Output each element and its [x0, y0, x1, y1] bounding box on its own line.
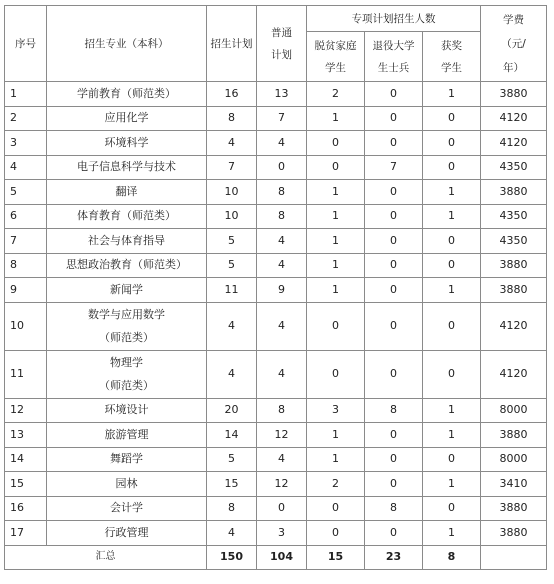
cell-total: 5 — [207, 447, 257, 472]
table-row — [5, 350, 547, 398]
major-name-line: 应用化学 — [104, 111, 149, 125]
cell-major — [47, 229, 207, 254]
major-name-line: 数学与应用数学 — [88, 307, 165, 321]
cell-normal: 12 — [257, 472, 307, 497]
major-name-line: 环境设计 — [104, 403, 149, 417]
cell-normal: 4 — [257, 302, 307, 350]
table-row — [5, 253, 547, 278]
summary-label: 汇总 — [5, 545, 207, 570]
cell-award: 0 — [423, 496, 481, 521]
cell-normal: 8 — [257, 180, 307, 205]
table-row — [5, 302, 547, 350]
table-row — [5, 180, 547, 205]
table-row — [5, 155, 547, 180]
cell-seq: 7 — [5, 229, 47, 254]
cell-major — [47, 398, 207, 423]
header-fee: 学费 （元/ 年） — [481, 6, 547, 82]
cell-veteran: 8 — [365, 398, 423, 423]
cell-major — [47, 447, 207, 472]
major-name-line: 园林 — [115, 476, 138, 490]
cell-seq: 5 — [5, 180, 47, 205]
cell-poverty: 3 — [307, 398, 365, 423]
cell-major — [47, 496, 207, 521]
cell-veteran: 0 — [365, 106, 423, 131]
cell-poverty: 1 — [307, 253, 365, 278]
major-name-line: 旅游管理 — [104, 427, 149, 441]
cell-award: 0 — [423, 229, 481, 254]
cell-seq: 13 — [5, 423, 47, 448]
major-name-line: 新闻学 — [110, 282, 143, 296]
cell-seq: 3 — [5, 131, 47, 156]
cell-normal: 4 — [257, 447, 307, 472]
cell-fee: 4120 — [481, 131, 547, 156]
table-row — [5, 521, 547, 546]
cell-poverty: 1 — [307, 204, 365, 229]
enrollment-plan-table — [4, 5, 547, 570]
cell-normal: 4 — [257, 253, 307, 278]
cell-major — [47, 253, 207, 278]
table-body — [5, 82, 547, 546]
cell-award: 1 — [423, 423, 481, 448]
major-name-line: （师范类） — [99, 378, 154, 392]
cell-total: 8 — [207, 106, 257, 131]
table-row — [5, 131, 547, 156]
cell-award: 0 — [423, 131, 481, 156]
cell-total: 15 — [207, 472, 257, 497]
table-row — [5, 423, 547, 448]
cell-major — [47, 423, 207, 448]
table-row — [5, 204, 547, 229]
cell-normal: 13 — [257, 82, 307, 107]
cell-award: 0 — [423, 106, 481, 131]
cell-total: 4 — [207, 521, 257, 546]
major-name-line: 物理学 — [110, 355, 143, 369]
header-row-top — [5, 6, 547, 32]
cell-major — [47, 106, 207, 131]
cell-veteran: 0 — [365, 204, 423, 229]
cell-normal: 8 — [257, 204, 307, 229]
table-row — [5, 106, 547, 131]
cell-major — [47, 278, 207, 303]
cell-poverty: 0 — [307, 350, 365, 398]
table-row — [5, 496, 547, 521]
major-name-line: 舞蹈学 — [110, 452, 143, 466]
cell-veteran: 0 — [365, 82, 423, 107]
cell-major — [47, 521, 207, 546]
cell-award: 1 — [423, 521, 481, 546]
cell-poverty: 1 — [307, 447, 365, 472]
cell-fee: 8000 — [481, 447, 547, 472]
cell-award: 0 — [423, 447, 481, 472]
cell-veteran: 0 — [365, 302, 423, 350]
cell-major — [47, 180, 207, 205]
cell-veteran: 8 — [365, 496, 423, 521]
header-total: 招生计划 — [207, 6, 257, 82]
cell-fee: 3880 — [481, 278, 547, 303]
cell-seq: 4 — [5, 155, 47, 180]
cell-award: 0 — [423, 253, 481, 278]
cell-poverty: 0 — [307, 131, 365, 156]
major-name-line: 环境科学 — [104, 135, 149, 149]
cell-seq: 12 — [5, 398, 47, 423]
cell-poverty: 0 — [307, 521, 365, 546]
cell-seq: 17 — [5, 521, 47, 546]
summary-normal: 104 — [257, 545, 307, 570]
cell-veteran: 0 — [365, 229, 423, 254]
header-award: 获奖 学生 — [423, 32, 481, 82]
major-name-line: 行政管理 — [104, 525, 149, 539]
cell-award: 0 — [423, 302, 481, 350]
cell-veteran: 0 — [365, 423, 423, 448]
cell-seq: 14 — [5, 447, 47, 472]
cell-fee: 4120 — [481, 302, 547, 350]
cell-poverty: 1 — [307, 423, 365, 448]
cell-poverty: 0 — [307, 155, 365, 180]
cell-seq: 9 — [5, 278, 47, 303]
cell-normal: 4 — [257, 229, 307, 254]
cell-fee: 3410 — [481, 472, 547, 497]
cell-seq: 10 — [5, 302, 47, 350]
cell-award: 1 — [423, 398, 481, 423]
cell-fee: 3880 — [481, 423, 547, 448]
table-row — [5, 398, 547, 423]
cell-veteran: 0 — [365, 253, 423, 278]
header-special: 专项计划招生人数 — [307, 6, 481, 32]
cell-fee: 3880 — [481, 521, 547, 546]
cell-major — [47, 204, 207, 229]
cell-seq: 8 — [5, 253, 47, 278]
cell-normal: 0 — [257, 155, 307, 180]
cell-veteran: 7 — [365, 155, 423, 180]
major-name-line: 翻译 — [115, 184, 138, 198]
header-major: 招生专业（本科） — [47, 6, 207, 82]
cell-total: 8 — [207, 496, 257, 521]
cell-poverty: 1 — [307, 180, 365, 205]
major-name-line: 电子信息科学与技术 — [77, 160, 176, 174]
summary-total: 150 — [207, 545, 257, 570]
summary-fee — [481, 545, 547, 570]
cell-major — [47, 131, 207, 156]
summary-poverty: 15 — [307, 545, 365, 570]
cell-total: 5 — [207, 229, 257, 254]
cell-seq: 16 — [5, 496, 47, 521]
cell-total: 4 — [207, 350, 257, 398]
table-row — [5, 278, 547, 303]
cell-total: 4 — [207, 302, 257, 350]
cell-major — [47, 350, 207, 398]
cell-fee: 3880 — [481, 253, 547, 278]
table-row — [5, 82, 547, 107]
cell-total: 11 — [207, 278, 257, 303]
header-normal: 普通 计划 — [257, 6, 307, 82]
header-veteran: 退役大学 生士兵 — [365, 32, 423, 82]
summary-award: 8 — [423, 545, 481, 570]
cell-award: 1 — [423, 472, 481, 497]
cell-total: 16 — [207, 82, 257, 107]
cell-major — [47, 82, 207, 107]
cell-total: 14 — [207, 423, 257, 448]
header-poverty: 脱贫家庭 学生 — [307, 32, 365, 82]
cell-seq: 6 — [5, 204, 47, 229]
cell-seq: 2 — [5, 106, 47, 131]
cell-total: 10 — [207, 204, 257, 229]
cell-poverty: 0 — [307, 496, 365, 521]
cell-award: 1 — [423, 278, 481, 303]
cell-normal: 8 — [257, 398, 307, 423]
table-row — [5, 229, 547, 254]
cell-fee: 4350 — [481, 155, 547, 180]
header-seq: 序号 — [5, 6, 47, 82]
cell-poverty: 2 — [307, 472, 365, 497]
cell-total: 5 — [207, 253, 257, 278]
cell-award: 0 — [423, 350, 481, 398]
cell-major — [47, 472, 207, 497]
cell-normal: 9 — [257, 278, 307, 303]
cell-poverty: 1 — [307, 229, 365, 254]
cell-veteran: 0 — [365, 131, 423, 156]
major-name-line: 会计学 — [110, 501, 143, 515]
major-name-line: 体育教育（师范类） — [77, 209, 176, 223]
cell-seq: 15 — [5, 472, 47, 497]
cell-veteran: 0 — [365, 447, 423, 472]
cell-major — [47, 302, 207, 350]
cell-fee: 4350 — [481, 229, 547, 254]
cell-normal: 0 — [257, 496, 307, 521]
cell-major — [47, 155, 207, 180]
cell-veteran: 0 — [365, 472, 423, 497]
table-row — [5, 472, 547, 497]
cell-total: 4 — [207, 131, 257, 156]
cell-award: 1 — [423, 82, 481, 107]
cell-normal: 7 — [257, 106, 307, 131]
cell-fee: 3880 — [481, 82, 547, 107]
major-name-line: 社会与体育指导 — [88, 233, 165, 247]
cell-fee: 3880 — [481, 496, 547, 521]
cell-fee: 4350 — [481, 204, 547, 229]
cell-poverty: 1 — [307, 106, 365, 131]
cell-fee: 4120 — [481, 106, 547, 131]
cell-poverty: 1 — [307, 278, 365, 303]
cell-award: 1 — [423, 180, 481, 205]
cell-total: 20 — [207, 398, 257, 423]
cell-fee: 4120 — [481, 350, 547, 398]
cell-poverty: 2 — [307, 82, 365, 107]
cell-veteran: 0 — [365, 350, 423, 398]
cell-total: 10 — [207, 180, 257, 205]
cell-poverty: 0 — [307, 302, 365, 350]
major-name-line: 思想政治教育（师范类） — [66, 258, 187, 272]
cell-normal: 12 — [257, 423, 307, 448]
cell-normal: 4 — [257, 350, 307, 398]
cell-total: 7 — [207, 155, 257, 180]
cell-veteran: 0 — [365, 180, 423, 205]
cell-award: 0 — [423, 155, 481, 180]
summary-veteran: 23 — [365, 545, 423, 570]
summary-row — [5, 545, 547, 570]
cell-normal: 3 — [257, 521, 307, 546]
cell-seq: 11 — [5, 350, 47, 398]
major-name-line: 学前教育（师范类） — [77, 86, 176, 100]
major-name-line: （师范类） — [99, 330, 154, 344]
cell-fee: 3880 — [481, 180, 547, 205]
table-row — [5, 447, 547, 472]
cell-award: 1 — [423, 204, 481, 229]
cell-seq: 1 — [5, 82, 47, 107]
cell-fee: 8000 — [481, 398, 547, 423]
cell-veteran: 0 — [365, 521, 423, 546]
cell-normal: 4 — [257, 131, 307, 156]
cell-veteran: 0 — [365, 278, 423, 303]
